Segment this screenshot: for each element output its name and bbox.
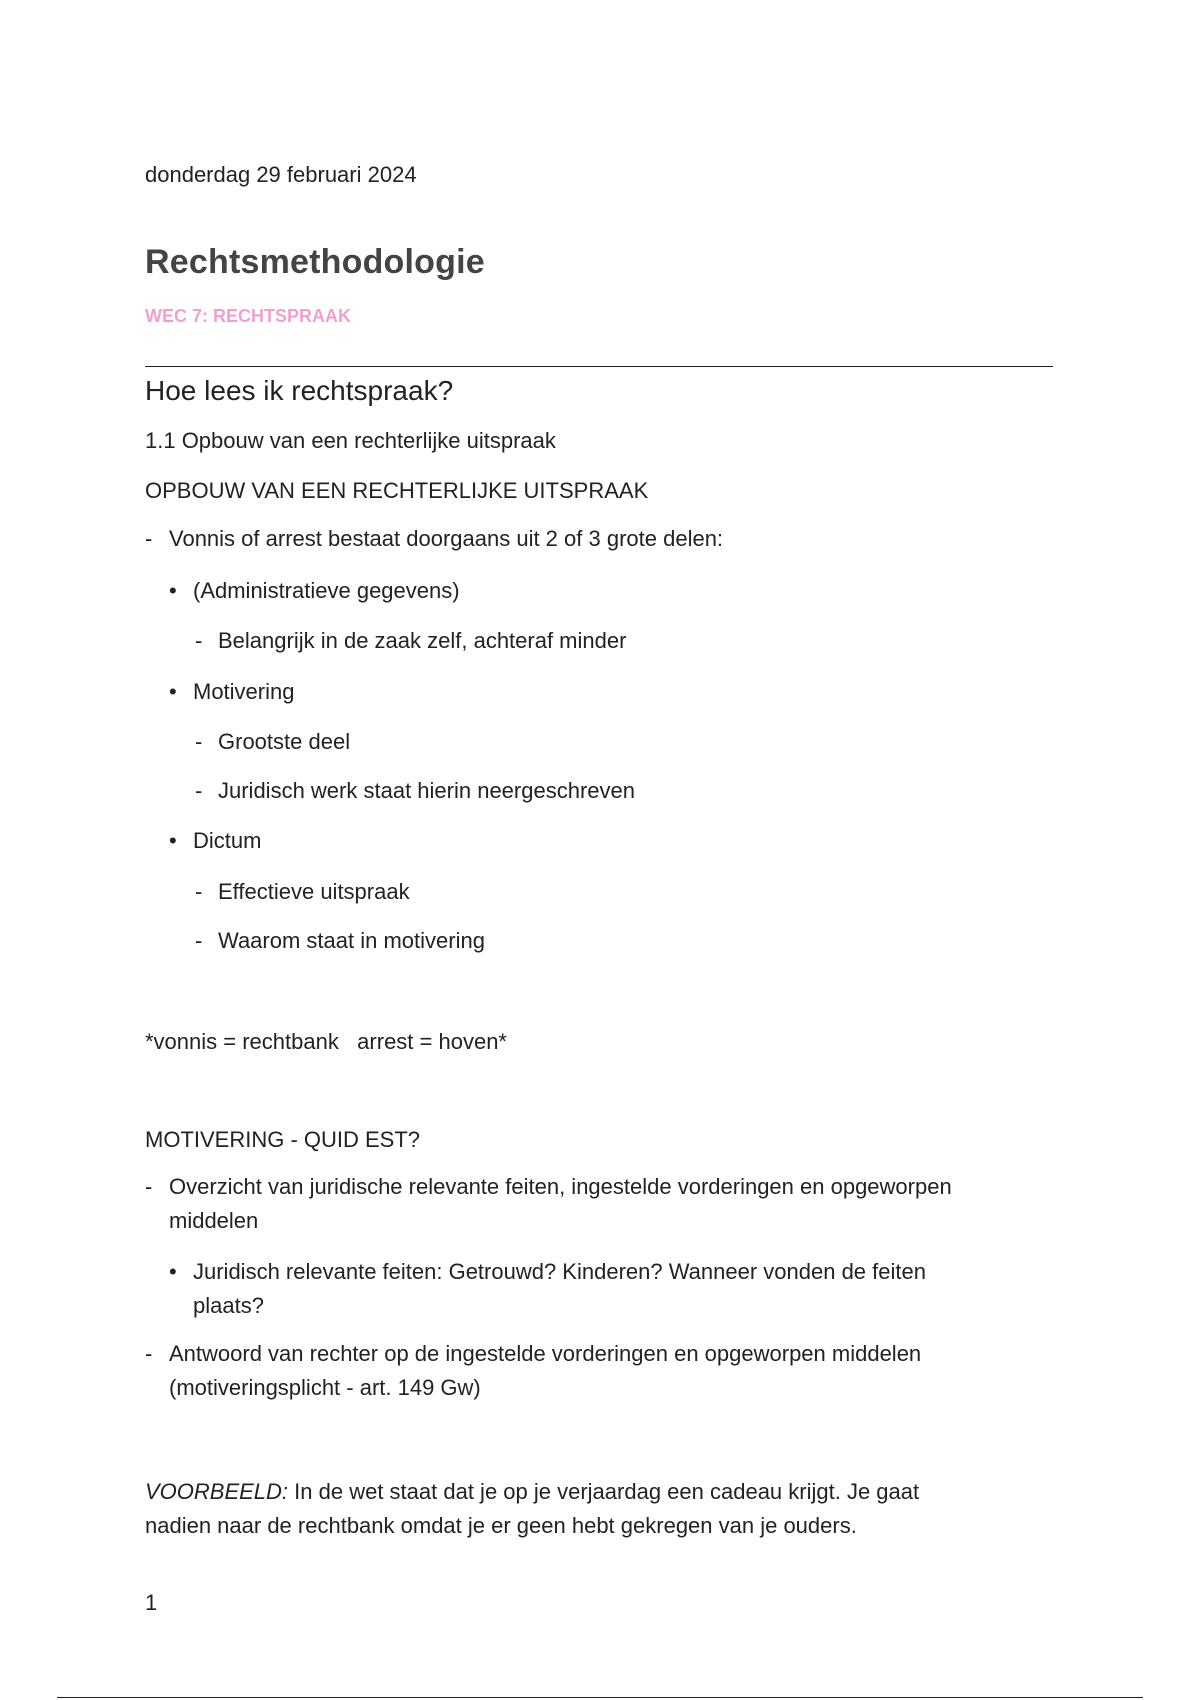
example-paragraph-line2: nadien naar de rechtbank omdat je er geen hebt gekregen van je ouders. xyxy=(145,1513,857,1538)
list-item: Dictum xyxy=(193,828,262,853)
bullet-marker: • xyxy=(169,679,177,704)
list-item: Belangrijk in de zaak zelf, achteraf minder xyxy=(218,628,627,653)
dash-marker: - xyxy=(195,628,203,653)
example-paragraph-line1 xyxy=(145,1475,919,1509)
list-item-line: middelen xyxy=(169,1208,259,1233)
list-item: Juridisch werk staat hierin neergeschreven xyxy=(218,778,635,803)
dash-marker: - xyxy=(145,1174,153,1199)
bullet-marker: • xyxy=(169,578,177,603)
list-item: Vonnis of arrest bestaat doorgaans uit 2 of 3 grote delen: xyxy=(169,526,724,551)
bullet-marker: • xyxy=(169,1259,177,1284)
dash-marker: - xyxy=(195,729,203,754)
example-label: VOORBEELD: xyxy=(145,1479,289,1504)
list-item-line: plaats? xyxy=(193,1293,264,1318)
list-item: Effectieve uitspraak xyxy=(218,879,410,904)
header-divider xyxy=(145,366,1053,367)
list-item-line: Overzicht van juridische relevante feiten, ingestelde vorderingen en opgeworpen xyxy=(169,1174,952,1199)
dash-marker: - xyxy=(195,778,203,803)
document-title: Rechtsmethodologie xyxy=(145,243,485,281)
caps-heading: OPBOUW VAN EEN RECHTERLIJKE UITSPRAAK xyxy=(145,478,649,503)
document-date: donderdag 29 februari 2024 xyxy=(145,162,417,187)
list-item-line: (motiveringsplicht - art. 149 Gw) xyxy=(169,1375,481,1400)
dash-marker: - xyxy=(195,928,203,953)
section-heading: Hoe lees ik rechtspraak? xyxy=(145,375,454,406)
list-item: Waarom staat in motivering xyxy=(218,928,485,953)
list-item: Grootste deel xyxy=(218,729,351,754)
bullet-marker: • xyxy=(169,828,177,853)
definition-note: *vonnis = rechtbank arrest = hoven* xyxy=(145,1029,507,1054)
list-item: Motivering xyxy=(193,679,295,704)
dash-marker: - xyxy=(195,879,203,904)
example-text: In de wet staat dat je op je verjaardag een cadeau krijgt. Je gaat xyxy=(288,1479,920,1504)
dash-marker: - xyxy=(145,526,153,551)
dash-marker: - xyxy=(145,1341,153,1366)
document-subtitle: WEC 7: RECHTSPRAAK xyxy=(145,306,352,326)
list-item-line: Antwoord van rechter op de ingestelde vorderingen en opgeworpen middelen xyxy=(169,1341,922,1366)
footer-divider xyxy=(57,1697,1143,1698)
page-number: 1 xyxy=(145,1590,158,1615)
section-subheading: 1.1 Opbouw van een rechterlijke uitspraak xyxy=(145,428,556,453)
list-item-line: Juridisch relevante feiten: Getrouwd? Kinderen? Wanneer vonden de feiten xyxy=(193,1259,926,1284)
motivering-heading: MOTIVERING - QUID EST? xyxy=(145,1127,421,1152)
list-item: (Administratieve gegevens) xyxy=(193,578,460,603)
